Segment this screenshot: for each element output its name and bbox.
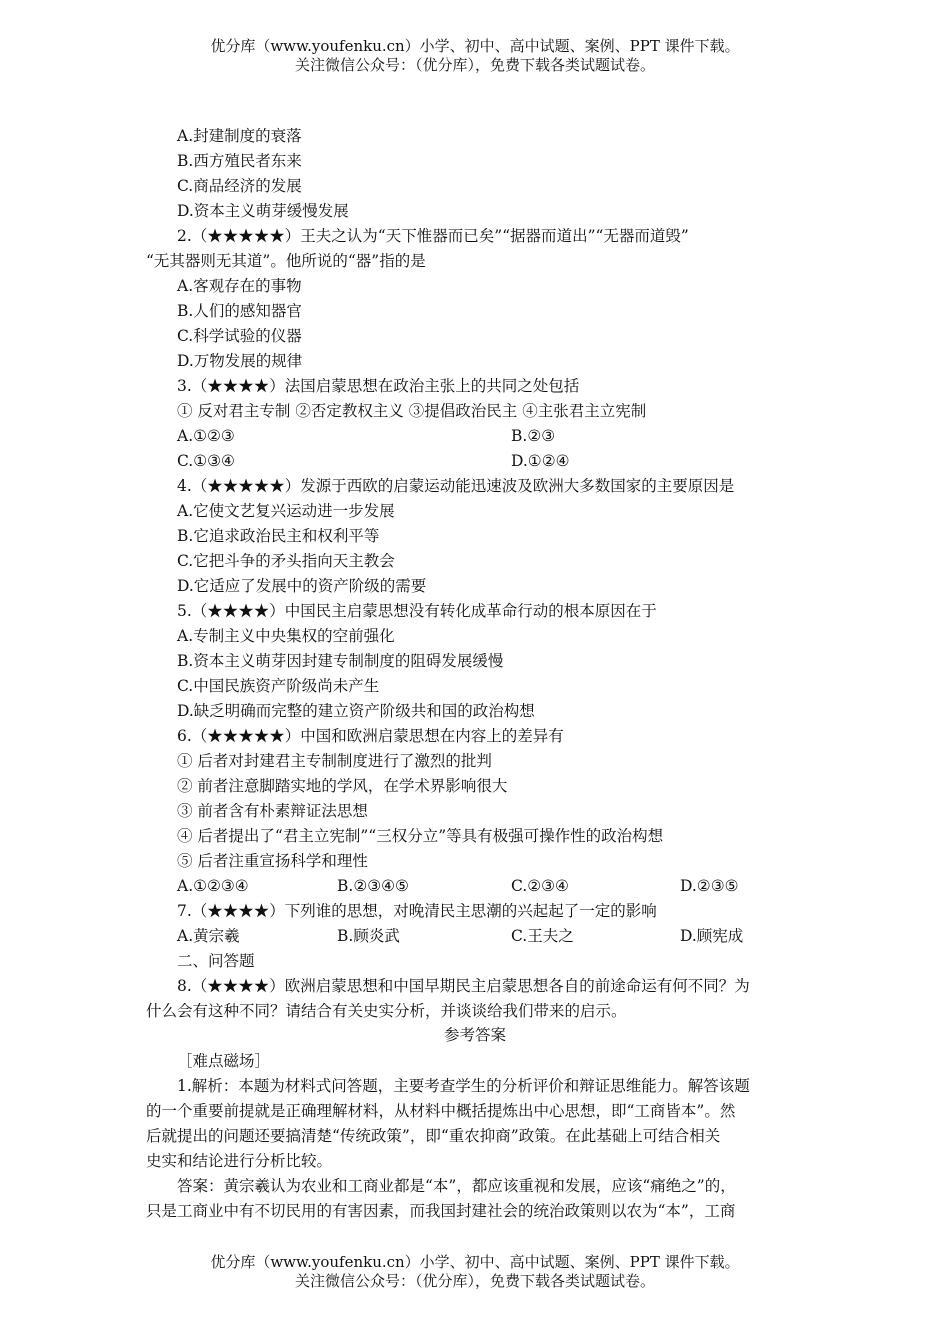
q7-stem: 7.（★★★★）下列谁的思想，对晚清民主思潮的兴起起了一定的影响 bbox=[177, 902, 657, 920]
q6-item-3: ③ 前者含有朴素辩证法思想 bbox=[177, 802, 368, 820]
q2-stem-line-1: 2.（★★★★★）王夫之认为“天下惟器而已矣”“据器而道出”“无器而道毁” bbox=[177, 227, 689, 245]
q8-line-1: 8.（★★★★）欧洲启蒙思想和中国早期民主启蒙思想各自的前途命运有何不同？为 bbox=[177, 977, 750, 995]
q2-option-b: B.人们的感知器官 bbox=[177, 302, 302, 320]
q6-item-1: ① 后者对封建君主专制制度进行了激烈的批判 bbox=[177, 752, 492, 770]
page-footer bbox=[0, 1253, 950, 1291]
q2-option-c: C.科学试验的仪器 bbox=[177, 327, 302, 345]
header-line-1: 优分库（www.youfenku.cn）小学、初中、高中试题、案例、PPT 课件下载。 bbox=[210, 37, 740, 55]
q8-line-2: 什么会有这种不同？请结合有关史实分析，并谈谈给我们带来的启示。 bbox=[146, 1002, 627, 1020]
q1-option-c: C.商品经济的发展 bbox=[177, 177, 302, 195]
q6-item-4: ④ 后者提出了“君主立宪制”“三权分立”等具有极强可操作性的政治构想 bbox=[177, 827, 664, 845]
answers-subtitle: ［难点磁场］ bbox=[177, 1052, 271, 1070]
q4-stem: 4.（★★★★★）发源于西欧的启蒙运动能迅速波及欧洲大多数国家的主要原因是 bbox=[177, 477, 735, 495]
q6-item-5: ⑤ 后者注重宣扬科学和理性 bbox=[177, 852, 368, 870]
analysis-line-1: 1.解析：本题为材料式问答题，主要考查学生的分析评价和辩证思维能力。解答该题 bbox=[177, 1077, 750, 1095]
footer-line-2: 关注微信公众号：（优分库），免费下载各类试题试卷。 bbox=[294, 1272, 655, 1290]
q6-item-2: ② 前者注意脚踏实地的学风，在学术界影响很大 bbox=[177, 777, 508, 795]
q5-option-d: D.缺乏明确而完整的建立资产阶级共和国的政治构想 bbox=[177, 702, 535, 720]
q6-option-d: D.②③⑤ bbox=[680, 877, 739, 895]
q6-option-c: C.②③④ bbox=[511, 877, 569, 895]
answers-title: 参考答案 bbox=[443, 1026, 506, 1044]
q1-option-d: D.资本主义萌芽缓慢发展 bbox=[177, 202, 349, 220]
q3-items: ① 反对君主专制 ②否定教权主义 ③提倡政治民主 ④主张君主立宪制 bbox=[177, 402, 647, 420]
q3-option-d: D.①②④ bbox=[511, 452, 570, 470]
analysis-line-3: 后就提出的问题还要搞清楚“传统政策”，即“重农抑商”政策。在此基础上可结合相关 bbox=[146, 1127, 721, 1145]
q4-option-b: B.它追求政治民主和权利平等 bbox=[177, 527, 380, 545]
q5-option-b: B.资本主义萌芽因封建专制制度的阻碍发展缓慢 bbox=[177, 652, 504, 670]
header-line-2: 关注微信公众号：（优分库），免费下载各类试题试卷。 bbox=[294, 56, 655, 74]
analysis-line-4: 史实和结论进行分析比较。 bbox=[146, 1152, 333, 1170]
q6-stem: 6.（★★★★★）中国和欧洲启蒙思想在内容上的差异有 bbox=[177, 727, 564, 745]
q5-option-c: C.中国民族资产阶级尚未产生 bbox=[177, 677, 380, 695]
q5-option-a: A.专制主义中央集权的空前强化 bbox=[177, 627, 395, 645]
q3-option-a: A.①②③ bbox=[177, 427, 235, 445]
section-heading: 二、问答题 bbox=[177, 952, 255, 970]
q1-option-b: B.西方殖民者东来 bbox=[177, 152, 302, 170]
answer-line-2: 只是工商业中有不切民用的有害因素，而我国封建社会的统治政策则以农为“本”，工商 bbox=[146, 1202, 736, 1220]
q2-stem-line-2: “无其器则无其道”。他所说的“器”指的是 bbox=[146, 252, 426, 270]
q3-option-c: C.①③④ bbox=[177, 452, 235, 470]
q7-option-b: B.顾炎武 bbox=[337, 927, 400, 945]
q4-option-a: A.它使文艺复兴运动进一步发展 bbox=[177, 502, 395, 520]
q7-option-a: A.黄宗羲 bbox=[177, 927, 240, 945]
page-header bbox=[0, 37, 950, 75]
q7-option-c: C.王夫之 bbox=[511, 927, 574, 945]
q2-option-a: A.客观存在的事物 bbox=[177, 277, 302, 295]
q5-stem: 5.（★★★★）中国民主启蒙思想没有转化成革命行动的根本原因在于 bbox=[177, 602, 657, 620]
analysis-line-2: 的一个重要前提就是正确理解材料，从材料中概括提炼出中心思想，即“工商皆本”。然 bbox=[146, 1102, 736, 1120]
q7-option-d: D.顾宪成 bbox=[680, 927, 744, 945]
footer-line-1: 优分库（www.youfenku.cn）小学、初中、高中试题、案例、PPT 课件下载。 bbox=[210, 1253, 740, 1271]
q3-option-b: B.②③ bbox=[511, 427, 556, 445]
q3-stem: 3.（★★★★）法国启蒙思想在政治主张上的共同之处包括 bbox=[177, 377, 580, 395]
q6-option-a: A.①②③④ bbox=[177, 877, 249, 895]
q4-option-c: C.它把斗争的矛头指向天主教会 bbox=[177, 552, 395, 570]
answer-line-1: 答案：黄宗羲认为农业和工商业都是“本”，都应该重视和发展，应该“痛绝之”的， bbox=[177, 1177, 736, 1195]
q6-option-b: B.②③④⑤ bbox=[337, 877, 409, 895]
q2-option-d: D.万物发展的规律 bbox=[177, 352, 303, 370]
q4-option-d: D.它适应了发展中的资产阶级的需要 bbox=[177, 577, 427, 595]
q1-option-a: A.封建制度的衰落 bbox=[177, 127, 302, 145]
